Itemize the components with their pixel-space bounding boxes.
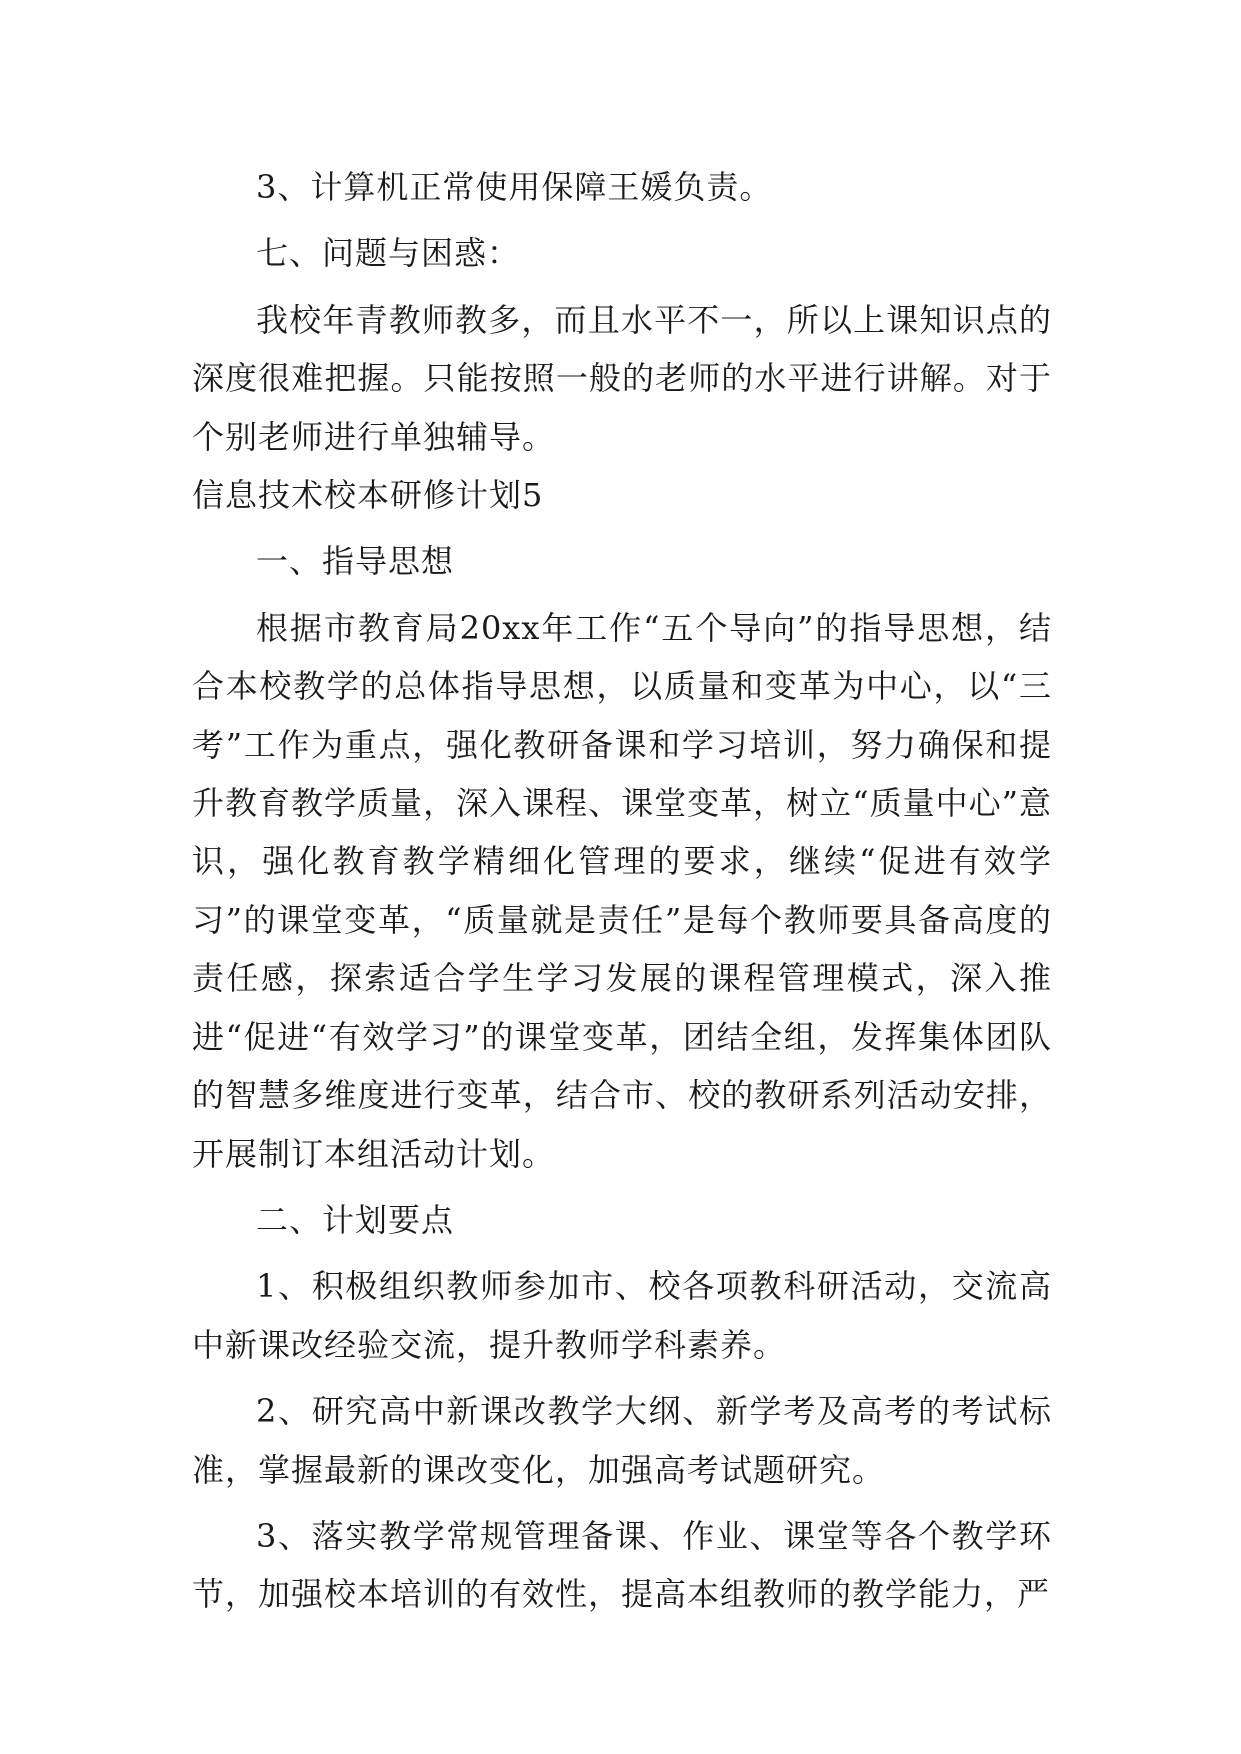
paragraph-point-2: 2、研究高中新课改教学大纲、新学考及高考的考试标准，掌握最新的课改变化，加强高考试题研究。	[192, 1392, 1052, 1489]
paragraph-computer-support: 3、计算机正常使用保障王媛负责。	[256, 168, 773, 206]
document-body	[192, 158, 1052, 1624]
paragraph-problems: 我校年青教师教多，而且水平不一，所以上课知识点的深度很难把握。只能按照一般的老师的水平进行讲解。对于个别老师进行单独辅导。	[192, 300, 1052, 456]
section-title: 信息技术校本研修计划5	[192, 476, 544, 515]
heading-problems: 七、问题与困惑：	[256, 234, 521, 273]
paragraph-point-1: 1、积极组织教师参加市、校各项教科研活动，交流高中新课改经验交流，提升教师学科素养。	[192, 1267, 1052, 1364]
heading-plan-points: 二、计划要点	[256, 1200, 455, 1239]
paragraph-point-3: 3、落实教学常规管理备课、作业、课堂等各个教学环节，加强校本培训的有效性，提高本组教师的教学能力，严	[192, 1516, 1052, 1614]
paragraph-guiding-thought: 根据市教育局20xx年工作“五个导向”的指导思想，结合本校教学的总体指导思想，以质量和变革为中心，以“三考”工作为重点，强化教研备课和学习培训，努力确保和提升教育教学质量，深入课程、课堂变革，树立“质量中心”意识，强化教育教学精细化管理的要求，继续“促进有效学习”的课堂变革，“质量就是责任”是每个教师要具备高度的责任感，探索适合学生学习发展的课程管理模式，深入推进“促进“有效学习”的课堂变革，团结全组，发挥集体团队的智慧多维度进行变革，结合市、校的教研系列活动安排，开展制订本组活动计划。	[192, 608, 1052, 1173]
heading-guiding-thought: 一、指导思想	[256, 542, 455, 581]
